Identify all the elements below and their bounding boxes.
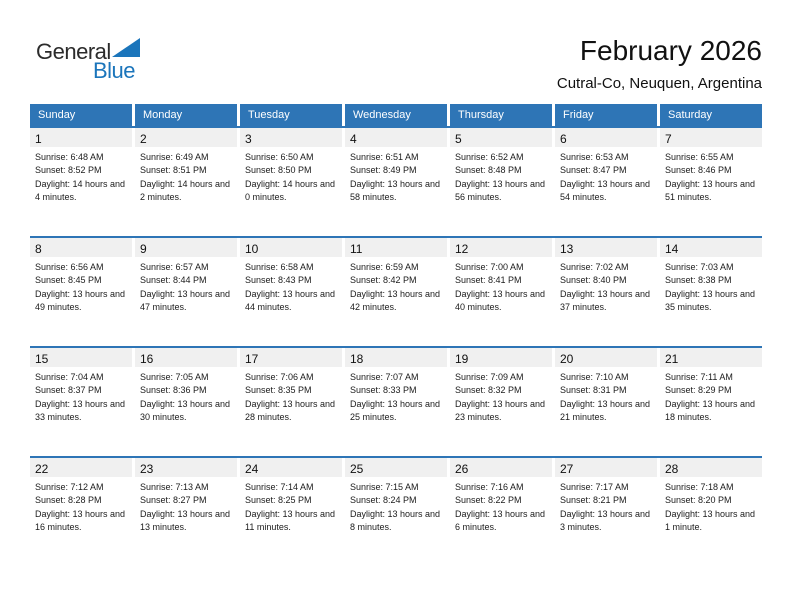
week-row-4 <box>30 456 762 566</box>
daylight-text: Daylight: 13 hours and 6 minutes. <box>455 508 546 533</box>
sunset-text: Sunset: 8:24 PM <box>350 495 417 506</box>
sunset-text: Sunset: 8:43 PM <box>245 275 312 286</box>
day-number: 16 <box>140 352 154 366</box>
day-number: 4 <box>350 132 357 146</box>
day-cell-24 <box>240 458 342 566</box>
sunset-text: Sunset: 8:29 PM <box>665 385 732 396</box>
sunrise-text: Sunrise: 7:18 AM <box>665 482 734 492</box>
day-cell-19 <box>450 348 552 456</box>
daylight-text: Daylight: 13 hours and 51 minutes. <box>665 178 756 203</box>
day-cell-2 <box>135 128 237 236</box>
sunset-text: Sunset: 8:44 PM <box>140 275 207 286</box>
daylight-text: Daylight: 13 hours and 21 minutes. <box>560 398 651 423</box>
sunset-text: Sunset: 8:45 PM <box>35 275 102 286</box>
sunrise-text: Sunrise: 7:17 AM <box>560 482 629 492</box>
sunset-text: Sunset: 8:25 PM <box>245 495 312 506</box>
sunrise-text: Sunrise: 6:59 AM <box>350 262 419 272</box>
sunrise-text: Sunrise: 6:58 AM <box>245 262 314 272</box>
day-cell-4 <box>345 128 447 236</box>
sunrise-text: Sunrise: 7:12 AM <box>35 482 104 492</box>
sunrise-text: Sunrise: 7:13 AM <box>140 482 209 492</box>
sunset-text: Sunset: 8:22 PM <box>455 495 522 506</box>
sunset-text: Sunset: 8:28 PM <box>35 495 102 506</box>
sunset-text: Sunset: 8:32 PM <box>455 385 522 396</box>
weekday-header-wednesday: Wednesday <box>345 104 447 126</box>
sunrise-text: Sunrise: 7:10 AM <box>560 372 629 382</box>
daylight-text: Daylight: 13 hours and 49 minutes. <box>35 288 126 313</box>
day-number: 2 <box>140 132 147 146</box>
day-number: 3 <box>245 132 252 146</box>
sunrise-text: Sunrise: 7:16 AM <box>455 482 524 492</box>
weekday-header-tuesday: Tuesday <box>240 104 342 126</box>
sunset-text: Sunset: 8:42 PM <box>350 275 417 286</box>
day-number: 13 <box>560 242 574 256</box>
weekday-header-monday: Monday <box>135 104 237 126</box>
sunset-text: Sunset: 8:38 PM <box>665 275 732 286</box>
daylight-text: Daylight: 13 hours and 16 minutes. <box>35 508 126 533</box>
week-row-3 <box>30 346 762 456</box>
week-row-2 <box>30 236 762 346</box>
sunrise-text: Sunrise: 6:57 AM <box>140 262 209 272</box>
day-cell-26 <box>450 458 552 566</box>
day-cell-15 <box>30 348 132 456</box>
general-blue-logo <box>36 38 156 84</box>
day-cell-23 <box>135 458 237 566</box>
sunrise-text: Sunrise: 7:04 AM <box>35 372 104 382</box>
day-cell-5 <box>450 128 552 236</box>
sunset-text: Sunset: 8:52 PM <box>35 165 102 176</box>
sunrise-text: Sunrise: 7:02 AM <box>560 262 629 272</box>
day-number: 11 <box>350 242 363 256</box>
day-cell-25 <box>345 458 447 566</box>
daylight-text: Daylight: 13 hours and 44 minutes. <box>245 288 336 313</box>
daylight-text: Daylight: 13 hours and 23 minutes. <box>455 398 546 423</box>
day-number: 5 <box>455 132 462 146</box>
sunset-text: Sunset: 8:37 PM <box>35 385 102 396</box>
sunrise-text: Sunrise: 7:05 AM <box>140 372 209 382</box>
sunset-text: Sunset: 8:48 PM <box>455 165 522 176</box>
sunrise-text: Sunrise: 7:11 AM <box>665 372 733 382</box>
day-cell-10 <box>240 238 342 346</box>
sunrise-text: Sunrise: 6:51 AM <box>350 152 419 162</box>
weekday-header-friday: Friday <box>555 104 657 126</box>
daylight-text: Daylight: 14 hours and 2 minutes. <box>140 178 231 203</box>
day-cell-27 <box>555 458 657 566</box>
weekday-header-thursday: Thursday <box>450 104 552 126</box>
day-number: 7 <box>665 132 672 146</box>
day-cell-3 <box>240 128 342 236</box>
sunrise-text: Sunrise: 6:48 AM <box>35 152 104 162</box>
day-cell-1 <box>30 128 132 236</box>
day-number: 1 <box>35 132 42 146</box>
day-number: 10 <box>245 242 259 256</box>
daylight-text: Daylight: 13 hours and 54 minutes. <box>560 178 651 203</box>
sunrise-text: Sunrise: 7:15 AM <box>350 482 419 492</box>
day-cell-12 <box>450 238 552 346</box>
day-number: 25 <box>350 462 364 476</box>
sunset-text: Sunset: 8:31 PM <box>560 385 627 396</box>
day-number: 18 <box>350 352 364 366</box>
week-row-1 <box>30 126 762 236</box>
day-number: 6 <box>560 132 567 146</box>
day-cell-22 <box>30 458 132 566</box>
logo-text-general: General <box>36 39 111 64</box>
day-number: 21 <box>665 352 679 366</box>
sunrise-text: Sunrise: 7:09 AM <box>455 372 524 382</box>
day-number: 24 <box>245 462 259 476</box>
weekday-header-row <box>30 104 762 126</box>
day-cell-18 <box>345 348 447 456</box>
daylight-text: Daylight: 13 hours and 8 minutes. <box>350 508 441 533</box>
day-cell-17 <box>240 348 342 456</box>
day-number: 19 <box>455 352 469 366</box>
sunset-text: Sunset: 8:41 PM <box>455 275 522 286</box>
day-number: 28 <box>665 462 679 476</box>
day-cell-9 <box>135 238 237 346</box>
sunrise-text: Sunrise: 6:55 AM <box>665 152 734 162</box>
daylight-text: Daylight: 13 hours and 40 minutes. <box>455 288 546 313</box>
sunrise-text: Sunrise: 7:14 AM <box>245 482 314 492</box>
daylight-text: Daylight: 13 hours and 33 minutes. <box>35 398 126 423</box>
weekday-header-sunday: Sunday <box>30 104 132 126</box>
sunrise-text: Sunrise: 7:06 AM <box>245 372 314 382</box>
day-number: 17 <box>245 352 259 366</box>
sunset-text: Sunset: 8:27 PM <box>140 495 207 506</box>
day-number: 27 <box>560 462 574 476</box>
day-number: 22 <box>35 462 49 476</box>
sunset-text: Sunset: 8:50 PM <box>245 165 312 176</box>
logo-text-blue: Blue <box>93 58 136 83</box>
daylight-text: Daylight: 13 hours and 3 minutes. <box>560 508 651 533</box>
sunrise-text: Sunrise: 7:00 AM <box>455 262 524 272</box>
sunset-text: Sunset: 8:33 PM <box>350 385 417 396</box>
daylight-text: Daylight: 13 hours and 47 minutes. <box>140 288 231 313</box>
day-cell-8 <box>30 238 132 346</box>
daylight-text: Daylight: 13 hours and 1 minute. <box>665 508 756 533</box>
daylight-text: Daylight: 13 hours and 28 minutes. <box>245 398 336 423</box>
sunrise-text: Sunrise: 6:52 AM <box>455 152 524 162</box>
day-cell-14 <box>660 238 762 346</box>
daylight-text: Daylight: 14 hours and 4 minutes. <box>35 178 126 203</box>
daylight-text: Daylight: 14 hours and 0 minutes. <box>245 178 336 203</box>
day-number: 26 <box>455 462 469 476</box>
sunrise-text: Sunrise: 7:07 AM <box>350 372 419 382</box>
sunrise-text: Sunrise: 6:53 AM <box>560 152 629 162</box>
daylight-text: Daylight: 13 hours and 30 minutes. <box>140 398 231 423</box>
sunset-text: Sunset: 8:20 PM <box>665 495 732 506</box>
sunset-text: Sunset: 8:51 PM <box>140 165 207 176</box>
day-number: 23 <box>140 462 154 476</box>
sunset-text: Sunset: 8:21 PM <box>560 495 627 506</box>
sunset-text: Sunset: 8:35 PM <box>245 385 312 396</box>
page-title: February 2026 <box>579 35 762 66</box>
sunrise-text: Sunrise: 6:56 AM <box>35 262 104 272</box>
day-cell-21 <box>660 348 762 456</box>
day-number: 14 <box>665 242 679 256</box>
day-number: 9 <box>140 242 147 256</box>
sunset-text: Sunset: 8:46 PM <box>665 165 732 176</box>
day-cell-20 <box>555 348 657 456</box>
sunset-text: Sunset: 8:36 PM <box>140 385 207 396</box>
day-cell-16 <box>135 348 237 456</box>
sunrise-text: Sunrise: 6:50 AM <box>245 152 314 162</box>
daylight-text: Daylight: 13 hours and 56 minutes. <box>455 178 546 203</box>
day-cell-7 <box>660 128 762 236</box>
weekday-header-saturday: Saturday <box>660 104 762 126</box>
daylight-text: Daylight: 13 hours and 25 minutes. <box>350 398 441 423</box>
location-subtitle: Cutral-Co, Neuquen, Argentina <box>556 75 762 92</box>
day-cell-6 <box>555 128 657 236</box>
day-cell-28 <box>660 458 762 566</box>
sunset-text: Sunset: 8:40 PM <box>560 275 627 286</box>
day-cell-13 <box>555 238 657 346</box>
calendar-table <box>30 104 762 566</box>
daylight-text: Daylight: 13 hours and 42 minutes. <box>350 288 441 313</box>
daylight-text: Daylight: 13 hours and 58 minutes. <box>350 178 441 203</box>
day-number: 8 <box>35 242 42 256</box>
day-cell-11 <box>345 238 447 346</box>
day-number: 20 <box>560 352 574 366</box>
day-number: 12 <box>455 242 469 256</box>
sunrise-text: Sunrise: 7:03 AM <box>665 262 734 272</box>
sunset-text: Sunset: 8:47 PM <box>560 165 627 176</box>
sunset-text: Sunset: 8:49 PM <box>350 165 417 176</box>
daylight-text: Daylight: 13 hours and 35 minutes. <box>665 288 756 313</box>
daylight-text: Daylight: 13 hours and 11 minutes. <box>245 508 336 533</box>
daylight-text: Daylight: 13 hours and 37 minutes. <box>560 288 651 313</box>
day-number: 15 <box>35 352 49 366</box>
daylight-text: Daylight: 13 hours and 13 minutes. <box>140 508 231 533</box>
sunrise-text: Sunrise: 6:49 AM <box>140 152 209 162</box>
daylight-text: Daylight: 13 hours and 18 minutes. <box>665 398 756 423</box>
